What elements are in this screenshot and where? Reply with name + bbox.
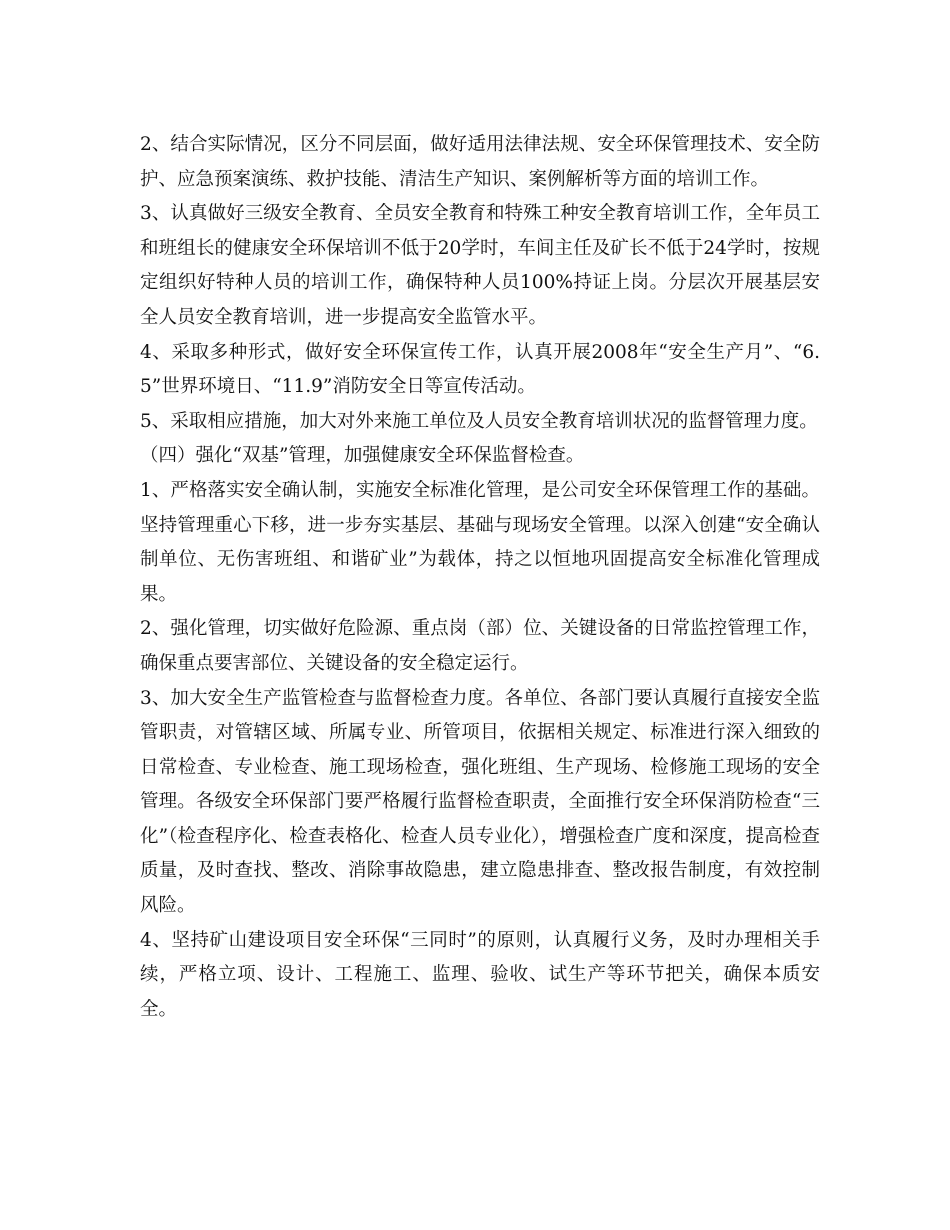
paragraph-three-simultaneous: 4、坚持矿山建设项目安全环保“三同时”的原则，认真履行义务，及时办理相关手续，严格立项、设计、工程施工、监理、验收、试生产等环节把关，确保本质安全。 [140,929,820,1020]
paragraph-publicity: 4、采取多种形式，做好安全环保宣传工作，认真开展2008年“安全生产月”、“6.5”世界环境日、“11.9”消防安全日等宣传活动。 [140,341,820,398]
paragraph-inspection: 3、加大安全生产监管检查与监督检查力度。各单位、各部门要认真履行直接安全监管职责，对管辖区域、所属专业、所管项目，依据相关规定、标准进行深入细致的日常检查、专业检查、施工现场检查，强化班组、生产现场、检修施工现场的安全管理。各级安全环保部门要严格履行监督检查职责，全面推行安全环保消防检查“三化”（检查程序化、检查表格化、检查人员专业化），增强检查广度和深度，提高检查质量，及时查找、整改、消除事故隐患，建立隐患排查、整改报告制度，有效控制风险。 [140,687,820,917]
paragraph-contractor-training: 5、采取相应措施，加大对外来施工单位及人员安全教育培训状况的监督管理力度。 [140,410,818,432]
paragraph-safety-confirmation: 1、严格落实安全确认制，实施安全标准化管理，是公司安全环保管理工作的基础。坚持管理重心下移，进一步夯实基层、基础与现场安全管理。以深入创建“安全确认制单位、无伤害班组、和谐矿业”为载体，持之以恒地巩固提高安全标准化管理成果。 [140,479,820,605]
paragraph-three-level-education: 3、认真做好三级安全教育、全员安全教育和特殊工种安全教育培训工作，全年员工和班组长的健康安全环保培训不低于20学时，车间主任及矿长不低于24学时，按规定组织好特种人员的培训工作，确保特种人员100%持证上岗。分层次开展基层安全人员安全教育培训，进一步提高安全监管水平。 [140,203,820,328]
document-body [140,128,820,1027]
paragraph-hazard-monitoring: 2、强化管理，切实做好危险源、重点岗（部）位、关键设备的日常监控管理工作，确保重点要害部位、关键设备的安全稳定运行。 [140,618,820,674]
paragraph-training-levels: 2、结合实际情况，区分不同层面，做好适用法律法规、安全环保管理技术、安全防护、应急预案演练、救护技能、清洁生产知识、案例解析等方面的培训工作。 [140,134,820,190]
section-heading-double-basics: （四）强化“双基”管理，加强健康安全环保监督检查。 [140,445,585,467]
